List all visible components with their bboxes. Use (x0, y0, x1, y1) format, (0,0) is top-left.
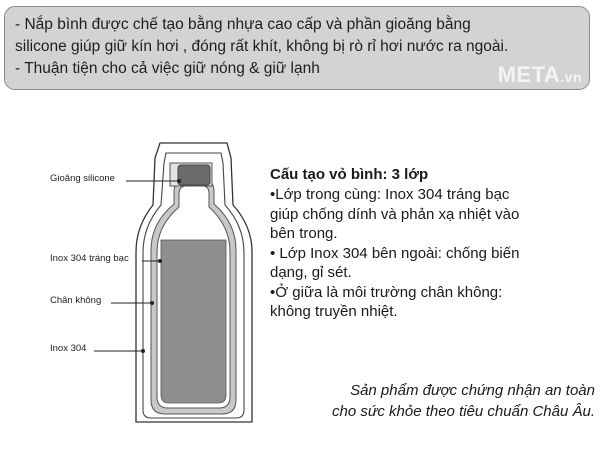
label-outer-steel: Inox 304 (50, 343, 87, 354)
intro-line-3: - Thuận tiện cho cả việc giữ nóng & giữ lạnh (15, 60, 320, 77)
outer-steel-callout-dot (141, 349, 145, 353)
structure-line-6: •Ở giữa là môi trường chân không: (270, 283, 503, 301)
intro-line-1: - Nắp bình được chế tạo bằng nhựa cao cấp và phần gioăng bằng (15, 16, 471, 33)
watermark-suffix: .vn (560, 69, 582, 85)
liquid-fill (161, 240, 226, 403)
structure-line-7: không truyền nhiệt. (270, 303, 398, 320)
certification-line-1: Sản phẩm được chứng nhận an toàn (350, 382, 595, 399)
certification-note (255, 380, 595, 422)
structure-title: Cấu tạo vỏ bình: 3 lớp (270, 166, 429, 183)
structure-line-4: • Lớp Inox 304 bên ngoài: chống biến (270, 244, 520, 262)
structure-line-3: bên trong. (270, 225, 338, 242)
structure-description (270, 165, 590, 322)
certification-line-2: cho sức khỏe theo tiêu chuẩn Châu Âu. (331, 403, 595, 420)
structure-line-1: •Lớp trong cùng: Inox 304 tráng bạc (270, 186, 510, 203)
watermark-main: META (497, 62, 561, 87)
label-vacuum: Chân không (50, 295, 102, 306)
vacuum-callout-dot (150, 301, 154, 305)
bottle-cap (178, 165, 210, 185)
structure-line-5: dạng, gỉ sét. (270, 264, 352, 281)
label-gasket: Gioăng silicone (50, 173, 115, 184)
inner-steel-callout-dot (158, 259, 162, 263)
gasket-callout-dot (177, 179, 181, 183)
structure-line-2: giúp chống dính và phản xạ nhiệt vào (270, 205, 520, 223)
intro-line-2: silicone giúp giữ kín hơi , đóng rất khít, không bị rò rỉ hơi nước ra ngoài. (15, 38, 509, 55)
label-inner-steel: Inox 304 tráng bạc (50, 253, 129, 264)
